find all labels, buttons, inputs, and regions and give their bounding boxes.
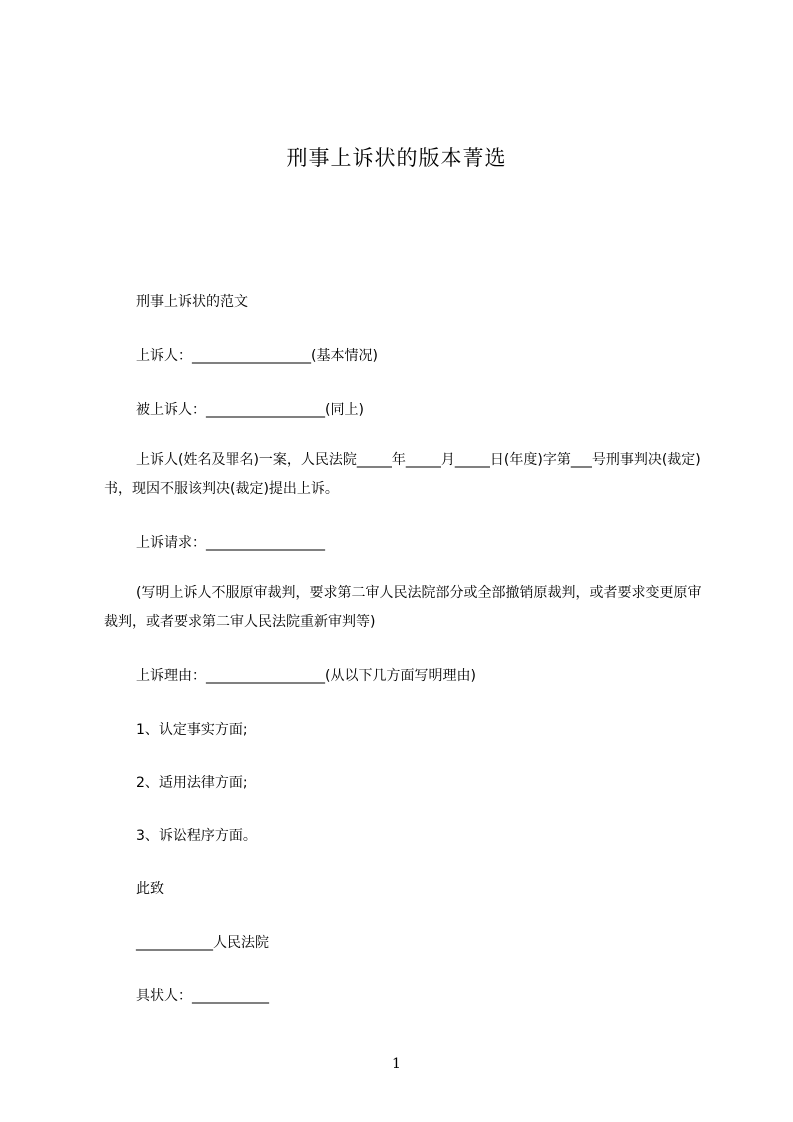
appellee-line: 被上诉人：_________________(同上) (136, 402, 364, 418)
reason-item-1: 1、认定事实方面; (136, 722, 248, 738)
appeal-reasons-line: 上诉理由：_________________(从以下几方面写明理由) (136, 668, 476, 684)
court-line: ___________人民法院 (136, 935, 269, 951)
reason-item-2: 2、适用法律方面; (136, 775, 248, 791)
section-heading: 刑事上诉状的范文 (136, 294, 248, 310)
case-intro-paragraph: 上诉人(姓名及罪名)一案，人民法院_____年_____月_____日(年度)字第___号刑事判决(裁定)书，现因不服该判决(裁定)提出上诉。 (104, 452, 701, 497)
appellant-line: 上诉人：_________________(基本情况) (136, 348, 378, 364)
document-title: 刑事上诉状的版本菁选 (286, 146, 507, 170)
signer-line: 具状人：___________ (136, 988, 269, 1004)
page-number: 1 (392, 1056, 401, 1072)
appeal-request-line: 上诉请求：_________________ (136, 535, 325, 551)
reason-item-3: 3、诉讼程序方面。 (136, 828, 257, 844)
salutation: 此致 (136, 881, 164, 897)
appeal-request-note: (写明上诉人不服原审裁判，要求第二审人民法院部分或全部撤销原裁判，或者要求变更原审裁判，或者要求第二审人民法院重新审判等) (104, 585, 702, 630)
